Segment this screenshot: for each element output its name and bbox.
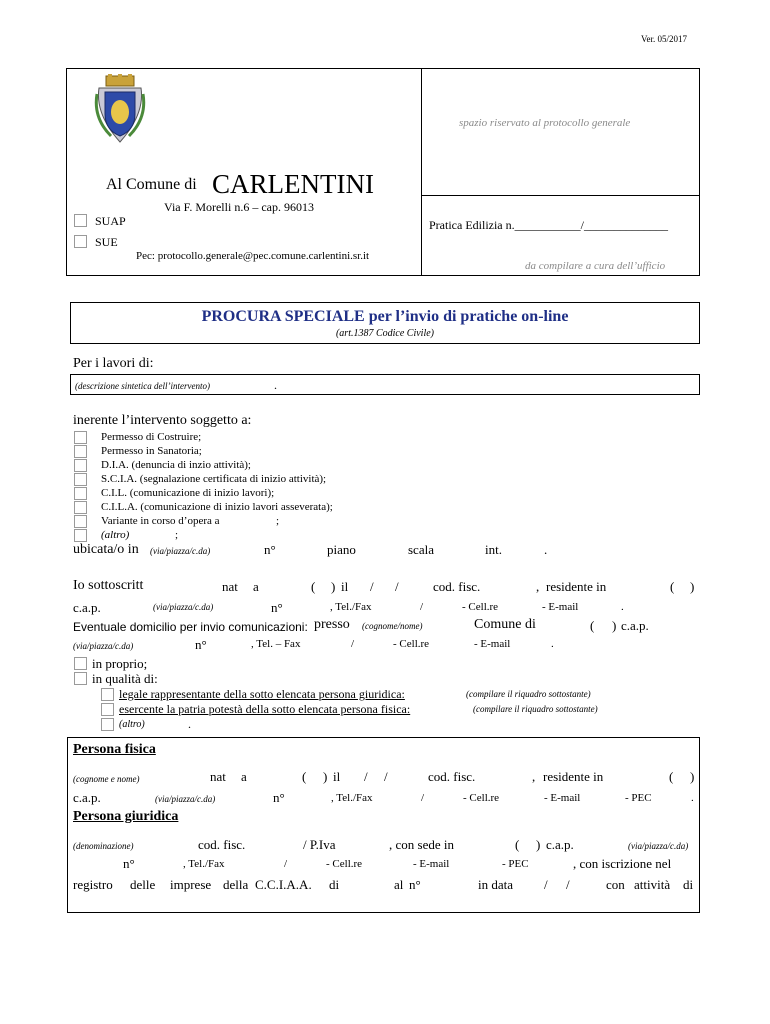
pg-attivita-di: di [683, 877, 694, 892]
pg-al: al [394, 877, 404, 892]
dichiarante-tel-sep: / [420, 601, 424, 613]
dichiarante-paren-close: ) [331, 579, 336, 594]
dichiarante-date-sep1: / [370, 579, 374, 594]
dichiarante-il: il [341, 579, 349, 594]
dia-label: D.I.A. (denuncia di inzio attività); [101, 459, 251, 471]
header-divider-horizontal [421, 195, 700, 196]
version-label: Ver. 05/2017 [641, 34, 687, 44]
pg-cell: - Cell.re [326, 858, 363, 870]
cil-checkbox[interactable] [74, 487, 87, 500]
cil-label: C.I.L. (comunicazione di inizio lavori); [101, 487, 275, 499]
permesso-sanatoria-label: Permesso in Sanatoria; [101, 445, 202, 457]
pg-via-hint: (via/piazza/c.da) [628, 841, 689, 851]
sue-label: SUE [95, 235, 118, 249]
pf-email: - E-mail [544, 792, 581, 804]
pg-pec: - PEC [502, 858, 529, 870]
domicilio-tel-fax: , Tel. – Fax [251, 638, 301, 650]
pg-imprese: imprese [170, 877, 212, 892]
dichiarante-cap: c.a.p. [73, 600, 101, 615]
domicilio-email: - E-mail [474, 638, 511, 650]
dichiarante-residente: residente in [546, 579, 607, 594]
pratica-edilizia-field[interactable]: Pratica Edilizia n.___________/______________ [429, 218, 668, 232]
pf-end: . [691, 792, 694, 804]
persona-fisica-heading: Persona fisica [73, 742, 156, 757]
variante-label: Variante in corso d’opera a [101, 515, 220, 527]
works-description-end: . [274, 378, 277, 392]
legale-rappresentante-hint: (compilare il riquadro sottostante) [466, 689, 591, 699]
document-subtitle: (art.1387 Codice Civile) [335, 328, 435, 339]
dia-checkbox[interactable] [74, 459, 87, 472]
variante-end: ; [276, 515, 280, 527]
pg-della: della [223, 877, 249, 892]
coat-of-arms-icon [93, 74, 147, 146]
dichiarante-nato: nat [222, 579, 238, 594]
pf-paren-close: ) [323, 769, 328, 784]
pf-numero: n° [273, 790, 285, 805]
patria-potesta-checkbox[interactable] [101, 703, 114, 716]
altro-qualita-label: (altro) [119, 719, 145, 730]
intervento-label: inerente l’intervento soggetto a: [73, 413, 252, 428]
dichiarante-cell: - Cell.re [462, 601, 499, 613]
ubicazione-numero: n° [264, 542, 276, 557]
permesso-costruire-label: Permesso di Costruire; [101, 431, 202, 443]
dichiarante-numero: n° [271, 600, 283, 615]
pg-cod-fisc: cod. fisc. [198, 837, 246, 852]
sue-checkbox[interactable] [74, 235, 87, 248]
pg-cciaa: C.C.I.A.A. [255, 877, 312, 892]
ubicazione-label: ubicata/o in [73, 542, 139, 557]
ubicazione-hint: (via/piazza/c.da) [150, 546, 211, 556]
pf-nato: nat [210, 769, 226, 784]
pg-in-data: in data [478, 877, 514, 892]
pf-tel-fax: , Tel./Fax [331, 792, 373, 804]
pf-a: a [241, 769, 247, 784]
pg-date-sep2: / [566, 877, 570, 892]
cila-label: C.I.L.A. (comunicazione di inizio lavori asseverata); [101, 501, 333, 513]
domicilio-cap: c.a.p. [621, 618, 649, 633]
pg-piva: / P.Iva [303, 837, 336, 852]
in-qualita-label: in qualità di: [92, 671, 158, 686]
domicilio-presso-hint: (cognome/nome) [362, 621, 423, 631]
pf-il: il [333, 769, 341, 784]
pg-numero: n° [123, 856, 135, 871]
dichiarante-tel-fax: , Tel./Fax [330, 601, 372, 613]
dichiarante-comma: , [536, 579, 540, 594]
altro-qualita-end: . [188, 717, 191, 731]
ubicazione-end: . [544, 542, 548, 557]
dichiarante-via-hint: (via/piazza/c.da) [153, 602, 214, 612]
header-divider-vertical [421, 68, 422, 276]
pg-di: di [329, 877, 340, 892]
dichiarante-date-sep2: / [395, 579, 399, 594]
pg-delle: delle [130, 877, 156, 892]
domicilio-paren-open: ( [590, 618, 595, 633]
pf-comma: , [532, 769, 536, 784]
pg-con: con [606, 877, 625, 892]
municipality-address: Via F. Morelli n.6 – cap. 96013 [164, 200, 314, 214]
pf-date-sep2: / [384, 769, 388, 784]
pf-pec: - PEC [625, 792, 652, 804]
pf-cap: c.a.p. [73, 790, 101, 805]
dichiarante-io-sottoscritto: Io sottoscritt [73, 578, 144, 593]
dichiarante-a: a [253, 579, 259, 594]
pg-paren-close: ) [536, 837, 541, 852]
pg-tel-fax: , Tel./Fax [183, 858, 225, 870]
scia-checkbox[interactable] [74, 473, 87, 486]
pf-res-paren-open: ( [669, 769, 674, 784]
pg-numero-iscrizione: n° [409, 877, 421, 892]
altro-qualita-checkbox[interactable] [101, 718, 114, 731]
dichiarante-paren-open: ( [311, 579, 316, 594]
pg-iscrizione: , con iscrizione nel [573, 856, 672, 871]
patria-potesta-hint: (compilare il riquadro sottostante) [473, 704, 598, 714]
pg-attivita: attività [634, 877, 671, 892]
pf-paren-open: ( [302, 769, 307, 784]
pg-denominazione-hint: (denominazione) [73, 841, 134, 851]
pec-address: Pec: protocollo.generale@pec.comune.carlentini.sr.it [136, 250, 370, 262]
pg-paren-open: ( [515, 837, 520, 852]
permesso-sanatoria-checkbox[interactable] [74, 445, 87, 458]
pf-res-paren-close: ) [690, 769, 695, 784]
pf-date-sep1: / [364, 769, 368, 784]
suap-checkbox[interactable] [74, 214, 87, 227]
pg-email: - E-mail [413, 858, 450, 870]
protocol-note: spazio riservato al protocollo generale [459, 117, 631, 129]
in-proprio-checkbox[interactable] [74, 657, 87, 670]
domicilio-comune: Comune di [474, 617, 536, 632]
legale-rappresentante-checkbox[interactable] [101, 688, 114, 701]
patria-potesta-label: esercente la patria potestà della sotto elencata persona fisica: [119, 702, 411, 716]
pf-via-hint: (via/piazza/c.da) [155, 794, 216, 804]
works-description-hint: (descrizione sintetica dell’intervento) [75, 381, 210, 391]
in-proprio-label: in proprio; [92, 656, 148, 671]
document-title: PROCURA SPECIALE per l’invio di pratiche on-line [201, 308, 569, 325]
altro-intervento-label: (altro) [101, 529, 130, 541]
domicilio-numero: n° [195, 637, 207, 652]
domicilio-label: Eventuale domicilio per invio comunicazioni: [73, 620, 308, 634]
altro-intervento-checkbox[interactable] [74, 529, 87, 542]
dichiarante-cod-fisc: cod. fisc. [433, 579, 481, 594]
pf-residente: residente in [543, 769, 604, 784]
ubicazione-interno: int. [485, 542, 502, 557]
ubicazione-piano: piano [327, 542, 356, 557]
pg-registro: registro [73, 877, 113, 892]
domicilio-via-hint: (via/piazza/c.da) [73, 641, 134, 651]
pf-cod-fisc: cod. fisc. [428, 769, 476, 784]
dichiarante-line2-end: . [621, 601, 624, 613]
in-qualita-checkbox[interactable] [74, 672, 87, 685]
pg-date-sep1: / [544, 877, 548, 892]
works-label: Per i lavori di: [73, 356, 154, 371]
scia-label: S.C.I.A. (segnalazione certificata di inizio attività); [101, 473, 327, 485]
altro-intervento-end: ; [175, 529, 179, 541]
permesso-costruire-checkbox[interactable] [74, 431, 87, 444]
persona-giuridica-heading: Persona giuridica [73, 809, 179, 824]
ubicazione-scala: scala [408, 542, 434, 557]
legale-rappresentante-label: legale rappresentante della sotto elencata persona giuridica: [119, 687, 405, 701]
dichiarante-res-paren-close: ) [690, 579, 695, 594]
domicilio-paren-close: ) [612, 618, 617, 633]
domicilio-tel-sep: / [351, 638, 355, 650]
variante-checkbox[interactable] [74, 515, 87, 528]
suap-label: SUAP [95, 214, 126, 228]
dichiarante-res-paren-open: ( [670, 579, 675, 594]
pf-tel-sep: / [421, 792, 425, 804]
pf-cell: - Cell.re [463, 792, 500, 804]
domicilio-cell: - Cell.re [393, 638, 430, 650]
municipality-name: CARLENTINI [212, 169, 374, 199]
office-note: da compilare a cura dell’ufficio [525, 260, 666, 272]
cila-checkbox[interactable] [74, 501, 87, 514]
domicilio-end: . [551, 638, 554, 650]
pg-sede: , con sede in [389, 837, 454, 852]
domicilio-presso: presso [314, 617, 350, 632]
pf-cognome-hint: (cognome e nome) [73, 774, 140, 784]
addressee-prefix: Al Comune di [106, 176, 197, 193]
dichiarante-email: - E-mail [542, 601, 579, 613]
header-box [66, 68, 700, 276]
pg-cap: c.a.p. [546, 837, 574, 852]
pg-tel-sep: / [284, 858, 288, 870]
